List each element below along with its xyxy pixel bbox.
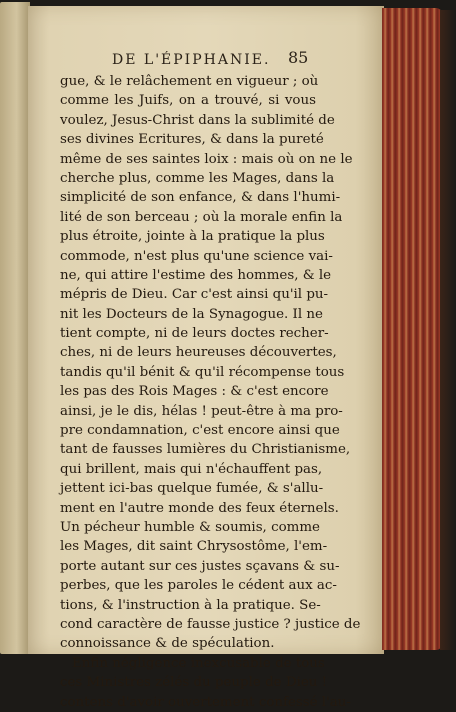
text-line: ne, qui attire l'estime des hommes, & le [60,267,332,283]
text-line: ches, ni de leurs heureuses découvertes, [60,345,337,361]
text-line: qui brillent, mais qui n'échauffent pas, [60,461,323,477]
facing-page-edge [0,2,30,654]
text-line: perbes, que les paroles le cédent aux ac- [60,578,337,594]
text-line: porte autant sur ces justes sçavans & su- [60,558,340,574]
text-line: Un pécheur humble & soumis, comme [60,519,320,535]
page-block-edge [382,8,442,650]
paragraph-first-line: Enfin négligence inexcusable de tous [72,655,325,671]
book-shadow [440,10,456,650]
text-line: ment en l'autre monde des feux éternels. [60,500,339,516]
text-line: les pas des Rois Mages : & c'est encore [60,384,329,400]
text-line: cherche plus, comme les Mages, dans la [60,170,335,186]
text-line: connoissance & de spéculation. [60,636,275,652]
text-line: ses divines Ecritures, & dans la pureté [60,132,324,148]
text-line: même de ses saintes loix : mais où on ne le [60,151,353,167]
text-line: gue, & le relâchement en vigueur ; où [60,74,319,89]
text-line: plus étroite, jointe à la pratique la plus [60,229,325,245]
text-line: tant de fausses lumières du Christianisme, [60,442,351,458]
text-line: les Mages, dit saint Chrysostôme, l'em- [60,539,328,555]
text-line: simplicité de son enfance, & dans l'humi- [60,190,341,206]
body-text [60,72,361,712]
text-line: jettent ici-bas quelque fumée, & s'allu- [60,481,324,497]
text-line: nit les Docteurs de la Synagogue. Il ne [60,306,323,322]
text-line: comme les Juifs, on a trouvé, si vous [60,93,316,109]
text-line: commode, n'est plus qu'une science vai- [60,248,333,264]
text-line: pre condamnation, c'est encore ainsi que [60,423,340,439]
text-line: contens d'avoir ouvertement confessé l'au- [60,694,351,710]
text-line: tandis qu'il bénit & qu'il récompense tous [60,364,345,380]
text-line: cond caractère de fausse justice ? justice de [60,616,361,632]
running-head: DE L'ÉPIPHANIE. [112,52,271,68]
text-line: ces Ministres zélés du peuple de Dieu ! [60,675,328,691]
page-number: 85 [288,48,309,67]
text-line: tient compte, ni de leurs doctes recher- [60,326,329,342]
text-line: ainsi, je le dis, hélas ! peut-être à ma pro- [60,403,343,419]
text-line: lité de son berceau ; où la morale enfin la [60,209,343,225]
text-line: tions, & l'instruction à la pratique. Se- [60,597,321,613]
text-line: mépris de Dieu. Car c'est ainsi qu'il pu- [60,287,329,303]
text-line: voulez, Jesus-Christ dans la sublimité de [60,112,335,128]
